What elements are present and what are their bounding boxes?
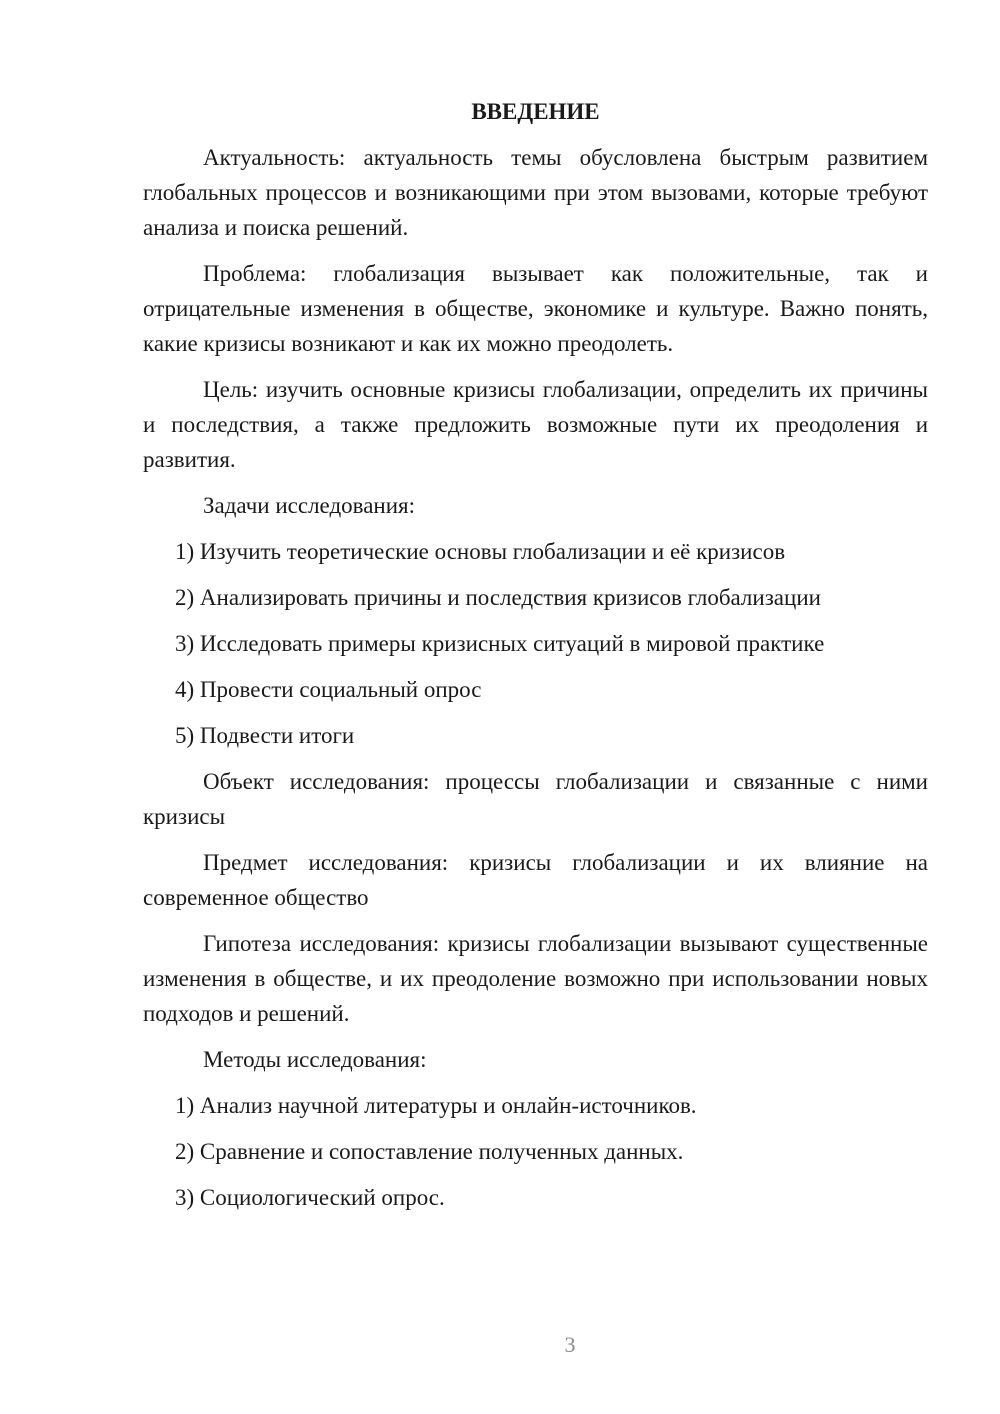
page-number: 3 <box>564 1332 576 1357</box>
goal-paragraph: Цель: изучить основные кризисы глобализации, определить их причины и последствия, а также предложить возможные пути их преодоления и развития. <box>143 377 928 472</box>
list-item: 5) Подвести итоги <box>175 723 355 748</box>
problem-paragraph: Проблема: глобализация вызывает как положительные, так и отрицательные изменения в обществе, экономике и культуре. Важно понять, какие кризисы возникают и как их можно преодолеть. <box>143 261 928 356</box>
subject-paragraph: Предмет исследования: кризисы глобализации и их влияние на современное общество <box>143 850 928 910</box>
list-item: 2) Анализировать причины и последствия кризисов глобализации <box>175 585 821 610</box>
list-item: 4) Провести социальный опрос <box>175 677 482 702</box>
list-item: 3) Социологический опрос. <box>175 1185 445 1210</box>
hypothesis-paragraph: Гипотеза исследования: кризисы глобализации вызывают существенные изменения в обществе, и их преодоление возможно при использовании новых подходов и решений. <box>143 931 928 1026</box>
methods-list <box>143 1088 928 1215</box>
methods-heading: Методы исследования: <box>203 1047 427 1072</box>
object-paragraph: Объект исследования: процессы глобализации и связанные с ними кризисы <box>143 769 928 829</box>
page-content <box>143 94 928 1226</box>
section-title: ВВЕДЕНИЕ <box>471 99 600 124</box>
tasks-list <box>143 534 928 753</box>
tasks-heading: Задачи исследования: <box>203 493 416 518</box>
list-item: 2) Сравнение и сопоставление полученных данных. <box>175 1139 684 1164</box>
list-item: 1) Изучить теоретические основы глобализации и её кризисов <box>175 539 786 564</box>
relevance-paragraph: Актуальность: актуальность темы обусловлена быстрым развитием глобальных процессов и возникающими при этом вызовами, которые требуют анализа и поиска решений. <box>143 145 928 240</box>
list-item: 1) Анализ научной литературы и онлайн-источников. <box>175 1093 697 1118</box>
list-item: 3) Исследовать примеры кризисных ситуаций в мировой практике <box>175 631 825 656</box>
